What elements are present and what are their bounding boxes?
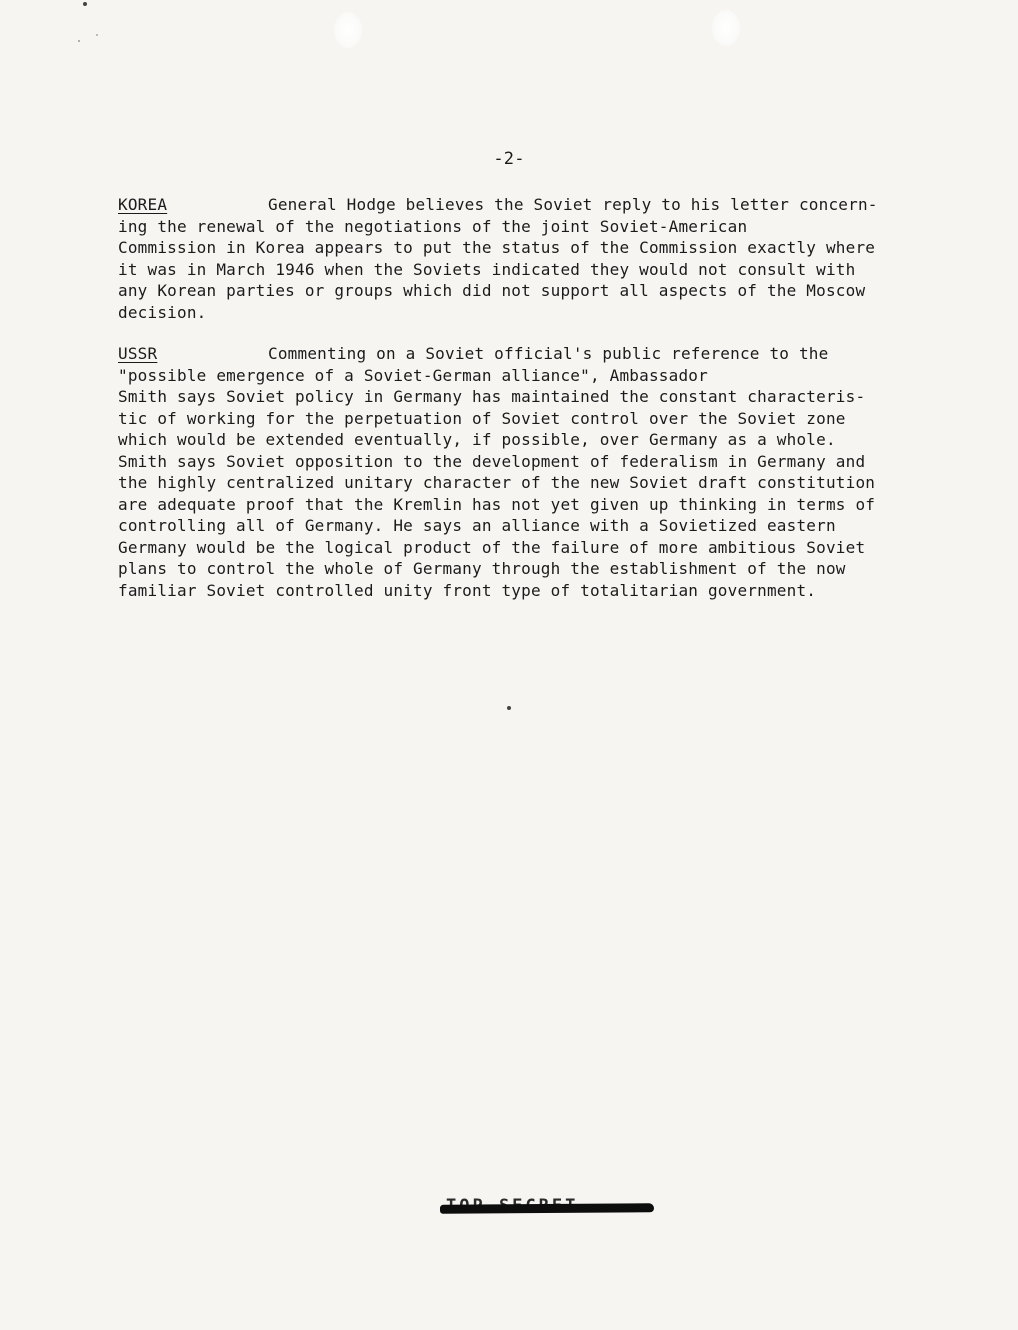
ink-speck: [83, 2, 87, 6]
section-label-korea: KOREA: [118, 195, 168, 214]
punch-hole: [712, 10, 740, 46]
punch-hole: [334, 12, 362, 48]
section-body-ussr: Commenting on a Soviet official's public reference to the "possible emergence of a Soviet-German alliance", Ambassador Smith says Soviet policy in Germany has maintained the constant characteris- tic of working for the perpetuation of Soviet control over the Soviet zone which would be extended eventually, if possible, over Germany as a whole. Smith says Soviet opposition to the development of federalism in Germany and the highly centralized unitary character of the new Soviet draft constitution are adequate proof that the Kremlin has not yet given up thinking in terms of controlling all of Germany. He says an alliance with a Sovietized eastern Germany would be the logical product of the failure of more ambitious Soviet plans to control the whole of Germany through the establishment of the now familiar Soviet controlled unity front type of totalitarian government.: [118, 344, 876, 600]
ink-speck: [507, 706, 511, 710]
section-label-ussr: USSR: [118, 344, 158, 363]
ink-speck: [96, 34, 98, 36]
classification-strikeout: [440, 1203, 654, 1213]
classification-marking: [440, 1196, 660, 1220]
page-number: -2-: [493, 149, 525, 169]
section-body-korea: General Hodge believes the Soviet reply to his letter concern- ing the renewal of the negotiations of the joint Soviet-American Commission in Korea appears to put the status of the Commission exactly where it was in March 1946 when the Soviets indicated they would not consult with any Korean parties or groups which did not support all aspects of the Moscow decision.: [118, 195, 878, 322]
section-ussr: [118, 343, 958, 601]
section-korea: [118, 194, 958, 323]
ink-speck: [78, 40, 80, 42]
